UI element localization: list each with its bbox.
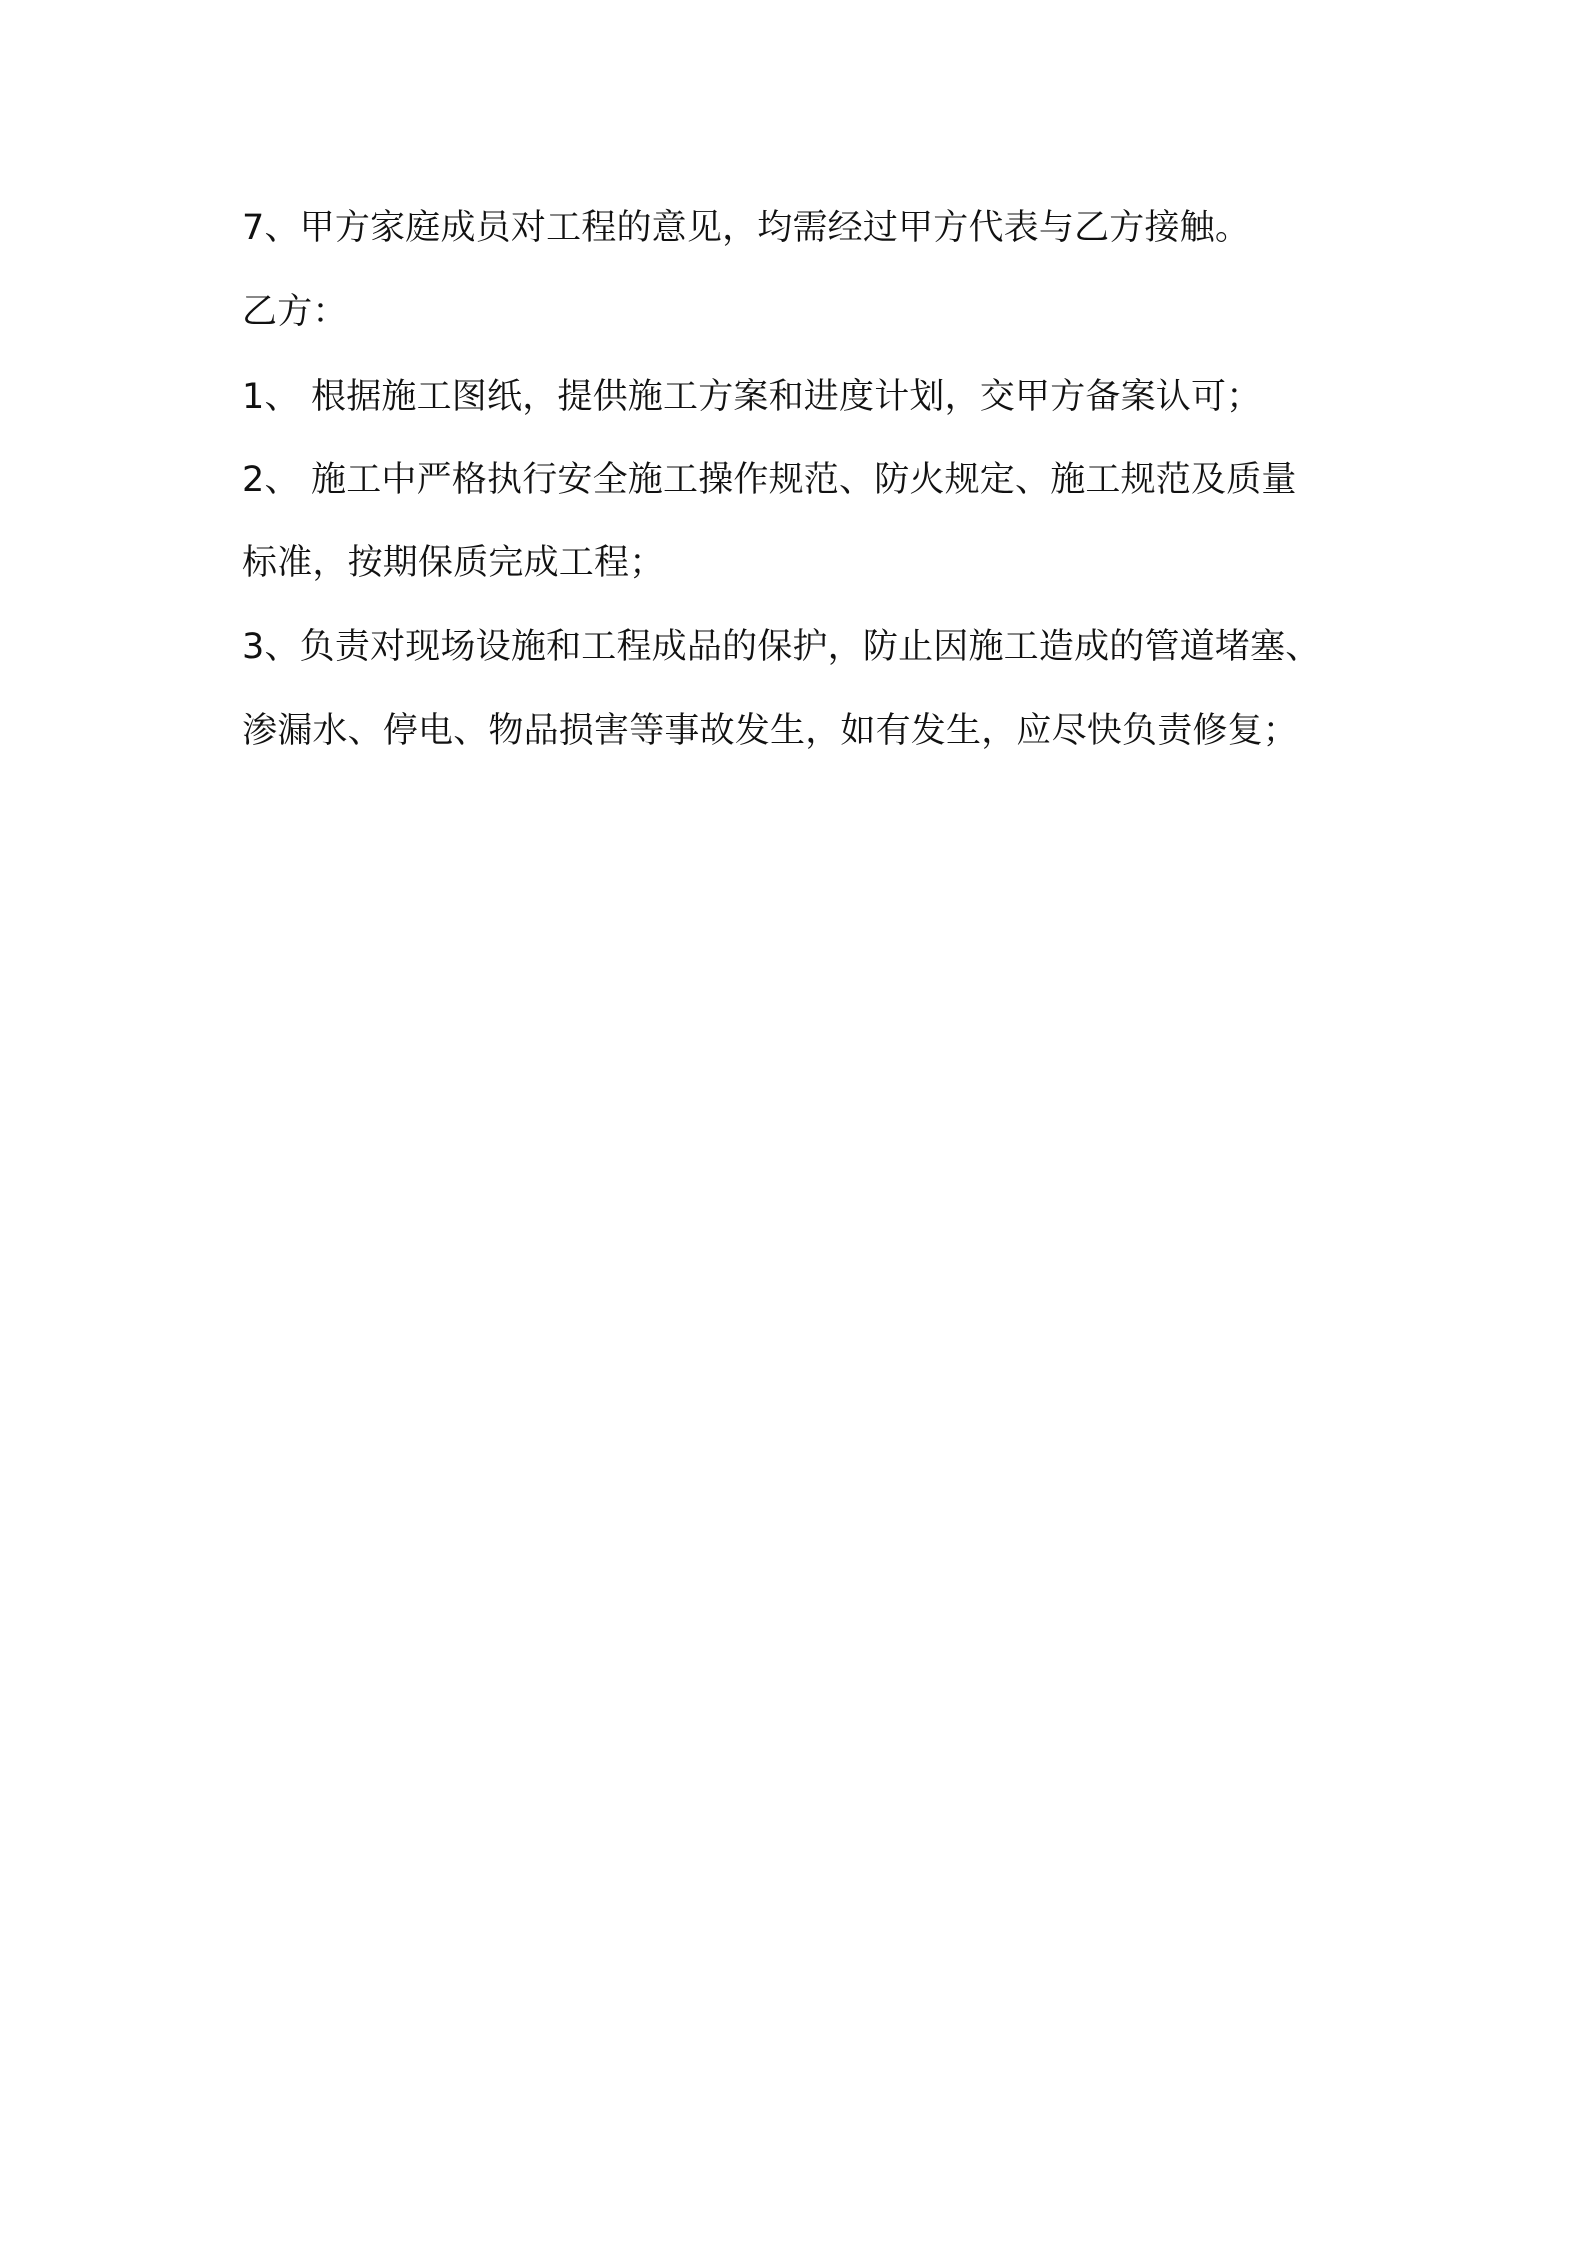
party-b-item-2-line-1: 2、 施工中严格执行安全施工操作规范、防火规定、施工规范及质量 [242, 460, 1297, 500]
party-b-item-1: 1、 根据施工图纸，提供施工方案和进度计划，交甲方备案认可； [242, 377, 1262, 417]
party-b-heading: 乙方： [242, 292, 348, 332]
party-b-item-3-line-2: 渗漏水、停电、物品损害等事故发生，如有发生，应尽快负责修复； [242, 711, 1299, 751]
party-b-item-3-line-1: 3、负责对现场设施和工程成品的保护，防止因施工造成的管道堵塞、 [242, 627, 1321, 667]
clause-7-party-a: 7、甲方家庭成员对工程的意见，均需经过甲方代表与乙方接触。 [242, 208, 1251, 248]
party-b-item-2-line-2: 标准，按期保质完成工程； [242, 543, 665, 583]
